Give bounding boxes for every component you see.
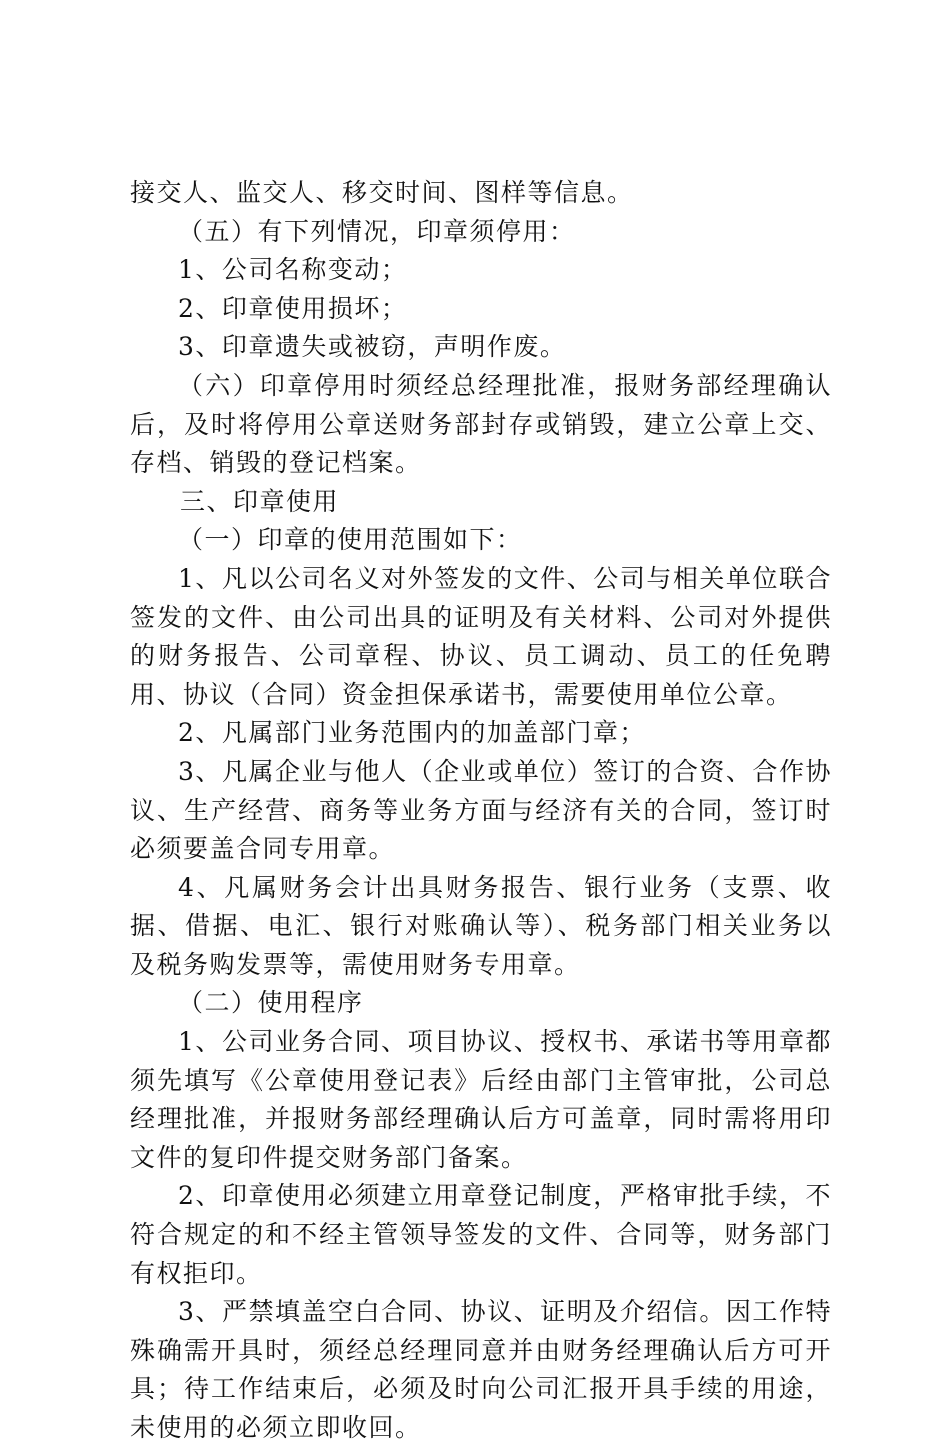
paragraph-list-item: 2、凡属部门业务范围内的加盖部门章； [178,718,646,748]
paragraph-item-6: （六）印章停用时须经总经理批准，报财务部经理确认后，及时将停用公章送财务部封存或销毁，建立公章上交、存档、销毁的登记档案。 [130,370,832,478]
subsection-heading-scope: （一）印章的使用范围如下： [178,525,523,555]
paragraph-continuation: 接交人、监交人、移交时间、图样等信息。 [130,178,634,207]
document-body [130,174,832,1448]
paragraph-list-item: 3、印章遗失或被窃，声明作废。 [178,332,567,362]
subsection-heading-procedure: （二）使用程序 [178,988,364,1018]
paragraph-list-item: 1、凡以公司名义对外签发的文件、公司与相关单位联合签发的文件、由公司出具的证明及有关材料、公司对外提供的财务报告、公司章程、协议、员工调动、员工的任免聘用、协议（合同）资金担保承诺书，需要使用单位公章。 [130,563,832,709]
paragraph-list-item: 2、印章使用必须建立用章登记制度，严格审批手续，不符合规定的和不经主管领导签发的文件、合同等，财务部门有权拒印。 [130,1181,832,1288]
paragraph-list-item: 1、公司名称变动； [178,255,408,285]
paragraph-list-item: 3、严禁填盖空白合同、协议、证明及介绍信。因工作特殊确需开具时，须经总经理同意并由财务经理确认后方可开具；待工作结束后，必须及时向公司汇报开具手续的用途，未使用的必须立即收回。 [130,1297,832,1442]
paragraph-list-item: 1、公司业务合同、项目协议、授权书、承诺书等用章都须先填写《公章使用登记表》后经由部门主管审批，公司总经理批准，并报财务部经理确认后方可盖章，同时需将用印文件的复印件提交财务部门备案。 [130,1027,832,1172]
paragraph-list-item: 2、印章使用损坏； [178,293,408,323]
section-heading-seal-usage: 三、印章使用 [180,486,340,516]
paragraph-list-item: 3、凡属企业与他人（企业或单位）签订的合资、合作协议、生产经营、商务等业务方面与经济有关的合同，签订时必须要盖合同专用章。 [130,756,832,864]
paragraph-list-item: 4、凡属财务会计出具财务报告、银行业务（支票、收据、借据、电汇、银行对账确认等）、税务部门相关业务以及税务购发票等，需使用财务专用章。 [130,872,832,979]
paragraph-item-5-heading: （五）有下列情况，印章须停用： [178,216,576,246]
